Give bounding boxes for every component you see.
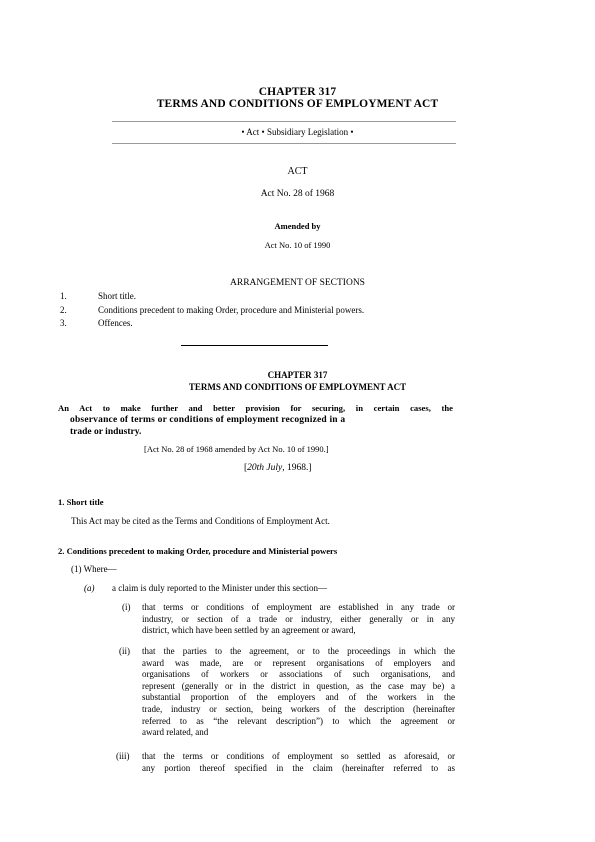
section-1-heading: 1. Short title [58, 497, 104, 507]
item-line: industry, or section of a trade or industry, either generally or in any [142, 613, 455, 624]
item-ii-label: (ii) [119, 646, 130, 656]
bottom-rule [112, 143, 456, 144]
date-italic: 20th July [247, 463, 283, 473]
item-line: represent (generally or in the district in question, as the case may be) a [142, 680, 455, 691]
item-i-label: (i) [122, 602, 131, 612]
item-line: organisations of workers or associations of such organisations, and [142, 669, 455, 680]
item-ii-text [142, 646, 455, 739]
arrangement-item-conditions[interactable]: Conditions precedent to making Order, procedure and Ministerial powers. [98, 305, 365, 315]
item-line: referred to as “the relevant description”) to which the agreement or [142, 715, 455, 726]
arrangement-item-num: 2. [60, 305, 67, 315]
nav-links[interactable]: • Act • Subsidiary Legislation • [241, 127, 354, 137]
arrangement-item-offences[interactable]: Offences. [98, 318, 133, 328]
item-iii-label: (iii) [116, 751, 130, 761]
item-line: trade, industry or section, being workers of the description (hereinafter [142, 703, 455, 714]
item-iii-text [142, 751, 455, 774]
act-title: TERMS AND CONDITIONS OF EMPLOYMENT ACT [156, 98, 439, 110]
act-number: Act No. 28 of 1968 [260, 189, 335, 199]
item-i-text [142, 602, 455, 637]
citation: [Act No. 28 of 1968 amended by Act No. 10 of 1990.] [144, 444, 329, 454]
para-a-text: a claim is duly reported to the Minister under this section— [112, 583, 327, 593]
item-line: any portion thereof specified in the claim (hereinafter referred to as [142, 762, 455, 773]
item-line: district, which have been settled by an agreement or award, [142, 625, 356, 636]
arrangement-item-num: 1. [60, 291, 67, 301]
commencement-date [244, 463, 312, 473]
item-line: that the parties to the agreement, or to the proceedings in which the [142, 646, 455, 656]
item-line: award was made, are or represent organisations of employers and [142, 657, 455, 668]
section-2-heading: 2. Conditions precedent to making Order, procedure and Ministerial powers [58, 546, 338, 556]
body-chapter-heading: CHAPTER 317 [267, 370, 328, 380]
long-title-line-2: observance of terms or conditions of employment recognized in a [70, 415, 346, 425]
act-heading: ACT [287, 166, 308, 177]
arrangement-heading: ARRANGEMENT OF SECTIONS [230, 278, 365, 288]
long-title-line-3: trade or industry. [70, 427, 142, 437]
item-line: substantial proportion of the employers and of the workers in the [142, 692, 455, 703]
arrangement-item-short-title[interactable]: Short title. [98, 291, 136, 301]
item-line: that terms or conditions of employment are established in any trade or [142, 602, 455, 612]
section-1-text: This Act may be cited as the Terms and Conditions of Employment Act. [71, 516, 330, 526]
arrangement-item-num: 3. [60, 318, 67, 328]
section-2-sub-1: (1) Where— [71, 564, 117, 574]
top-rule [112, 121, 456, 122]
para-a-label: (a) [84, 583, 95, 593]
amended-act: Act No. 10 of 1990 [264, 240, 331, 250]
long-title-line-1: An Act to make further and better provision for securing, in certain cases, the [58, 403, 453, 413]
date-open-bracket: [ [244, 463, 248, 473]
item-line: that the terms or conditions of employment so settled as aforesaid, or [142, 751, 455, 761]
date-rest: , 1968.] [282, 463, 312, 473]
item-line: award related, and [142, 727, 209, 738]
section-divider [181, 345, 328, 346]
amended-label: Amended by [274, 221, 321, 231]
body-act-title: TERMS AND CONDITIONS OF EMPLOYMENT ACT [188, 382, 407, 392]
chapter-heading: CHAPTER 317 [258, 86, 337, 98]
